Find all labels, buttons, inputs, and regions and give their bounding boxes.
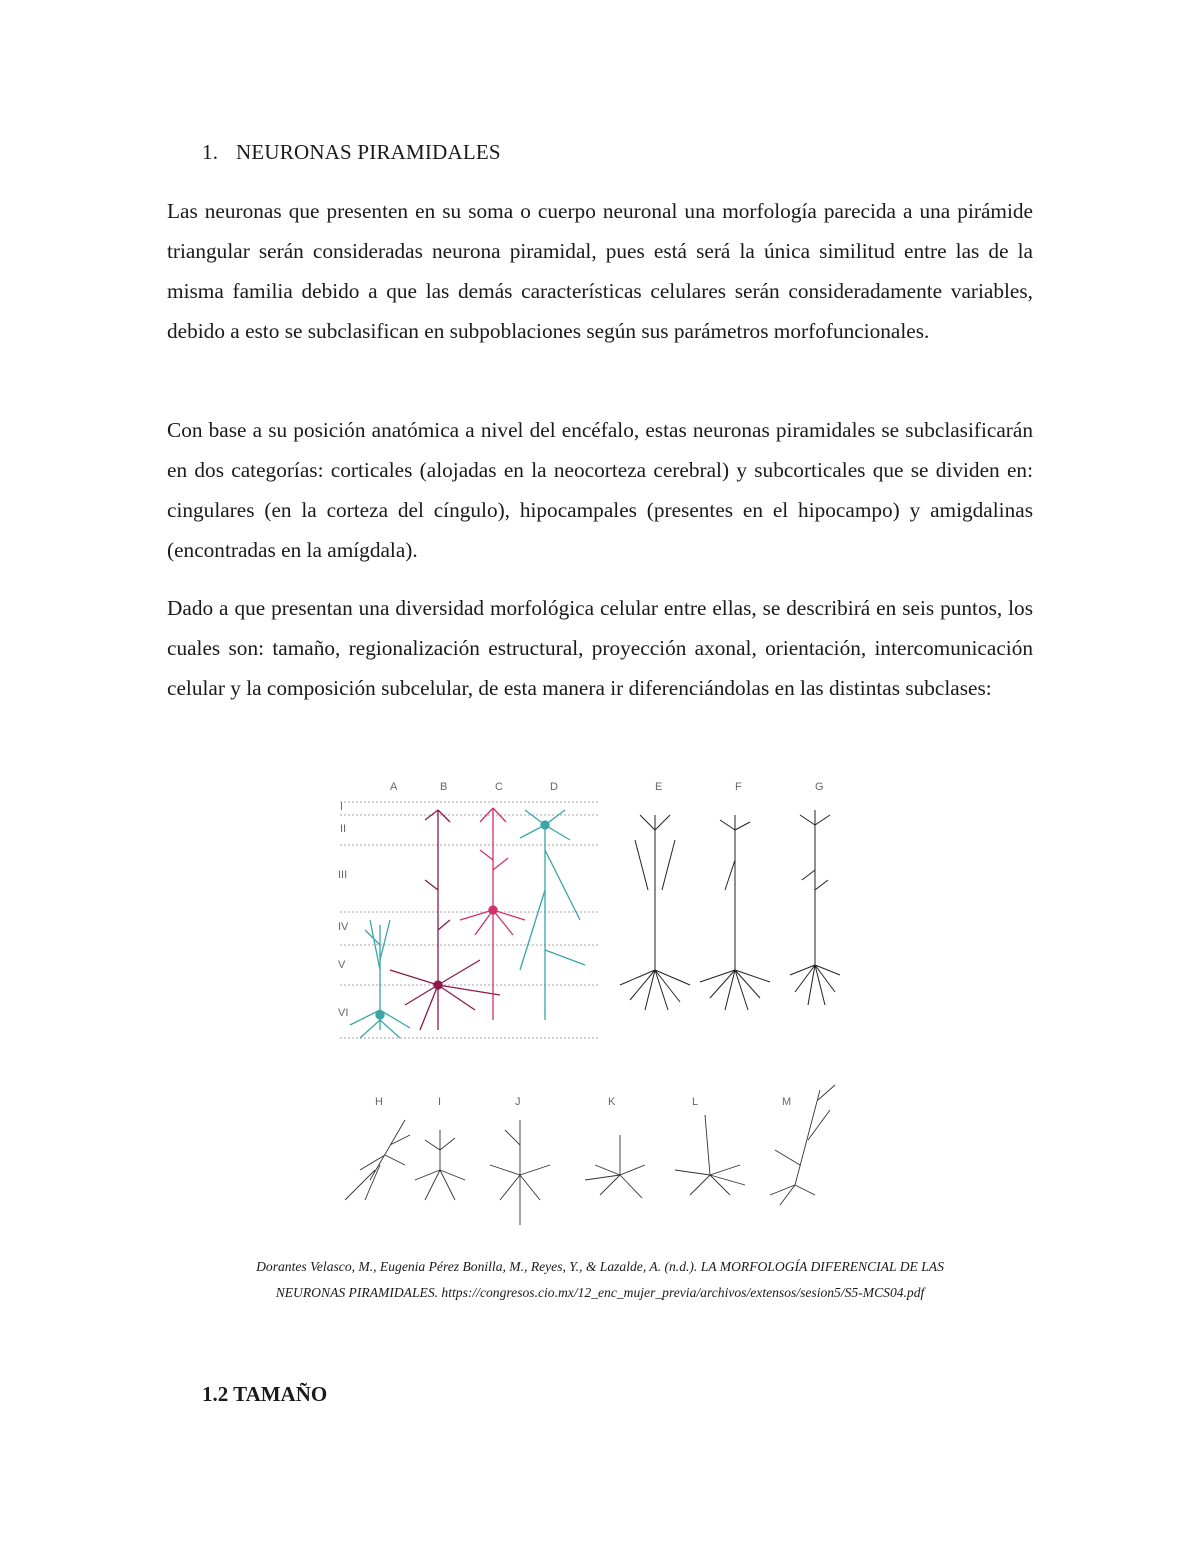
neuron-d (520, 810, 585, 1020)
panel-label-c: C (495, 781, 503, 793)
layer-label-1: I (340, 801, 344, 813)
layer-lines (340, 802, 600, 1038)
panel-label-k: K (608, 1096, 616, 1108)
caption-line-1: Dorantes Velasco, M., Eugenia Pérez Bonilla, M., Reyes, Y., & Lazalde, A. (n.d.). LA MORFOLOGÍA DIFERENCIAL DE LAS (256, 1259, 944, 1274)
layer-label-3: III (338, 869, 348, 881)
paragraph-3: Dado a que presentan una diversidad morfológica celular entre ellas, se describirá en seis puntos, los cuales son: tamaño, regionalización estructural, proyección axonal, orientación, intercomunicación celular y la composición subcelular, de esta manera ir diferenciándolas en las distintas subclases: (167, 596, 1033, 700)
layer-label-6: VI (338, 1007, 349, 1019)
paragraph-1: Las neuronas que presenten en su soma o cuerpo neuronal una morfología parecida a una pirámide triangular serán consideradas neurona piramidal, pues está será la única similitud entre las de la misma familia debido a que las demás características celulares serán consideradamente variables, debido a esto se subclasifican en subpoblaciones según sus parámetros morfofuncionales. (167, 199, 1033, 343)
panel-label-h: H (375, 1096, 383, 1108)
neurons-bottom-row (345, 1085, 835, 1225)
layer-label-2: II (340, 823, 347, 835)
neuron-f (700, 815, 770, 1010)
figure-caption (170, 1254, 1030, 1306)
panel-label-b: B (440, 781, 448, 793)
panel-label-m: M (782, 1096, 792, 1108)
section-title: NEURONAS PIRAMIDALES (236, 140, 501, 164)
neuron-a (350, 920, 410, 1038)
panel-label-f: F (735, 781, 742, 793)
section-number: 1. (202, 140, 219, 164)
panel-label-i: I (438, 1096, 442, 1108)
layer-label-5: V (338, 959, 346, 971)
subsection-heading: 1.2 TAMAÑO (202, 1382, 328, 1406)
panel-label-j: J (515, 1096, 521, 1108)
neuron-e (620, 815, 690, 1010)
neuron-g (790, 810, 840, 1005)
neuron-figure (330, 770, 870, 1240)
section-heading (202, 140, 501, 165)
panel-label-l: L (692, 1096, 699, 1108)
panel-label-d: D (550, 781, 558, 793)
paragraph-2: Con base a su posición anatómica a nivel del encéfalo, estas neuronas piramidales se subclasificarán en dos categorías: corticales (alojadas en la neocorteza cerebral) y subcorticales que se dividen en: cingulares (en la corteza del cíngulo), hipocampales (presentes en el hipocampo) y amigdalinas (encontradas en la amígdala). (167, 418, 1033, 562)
panel-label-e: E (655, 781, 663, 793)
panel-label-a: A (390, 781, 398, 793)
panel-label-g: G (815, 781, 824, 793)
neuron-c (460, 808, 525, 1020)
layer-label-4: IV (338, 921, 349, 933)
caption-line-2: NEURONAS PIRAMIDALES. https://congresos.cio.mx/12_enc_mujer_previa/archivos/extensos/sesion5/S5-MCS04.pdf (275, 1285, 925, 1300)
neuron-b (390, 810, 500, 1030)
